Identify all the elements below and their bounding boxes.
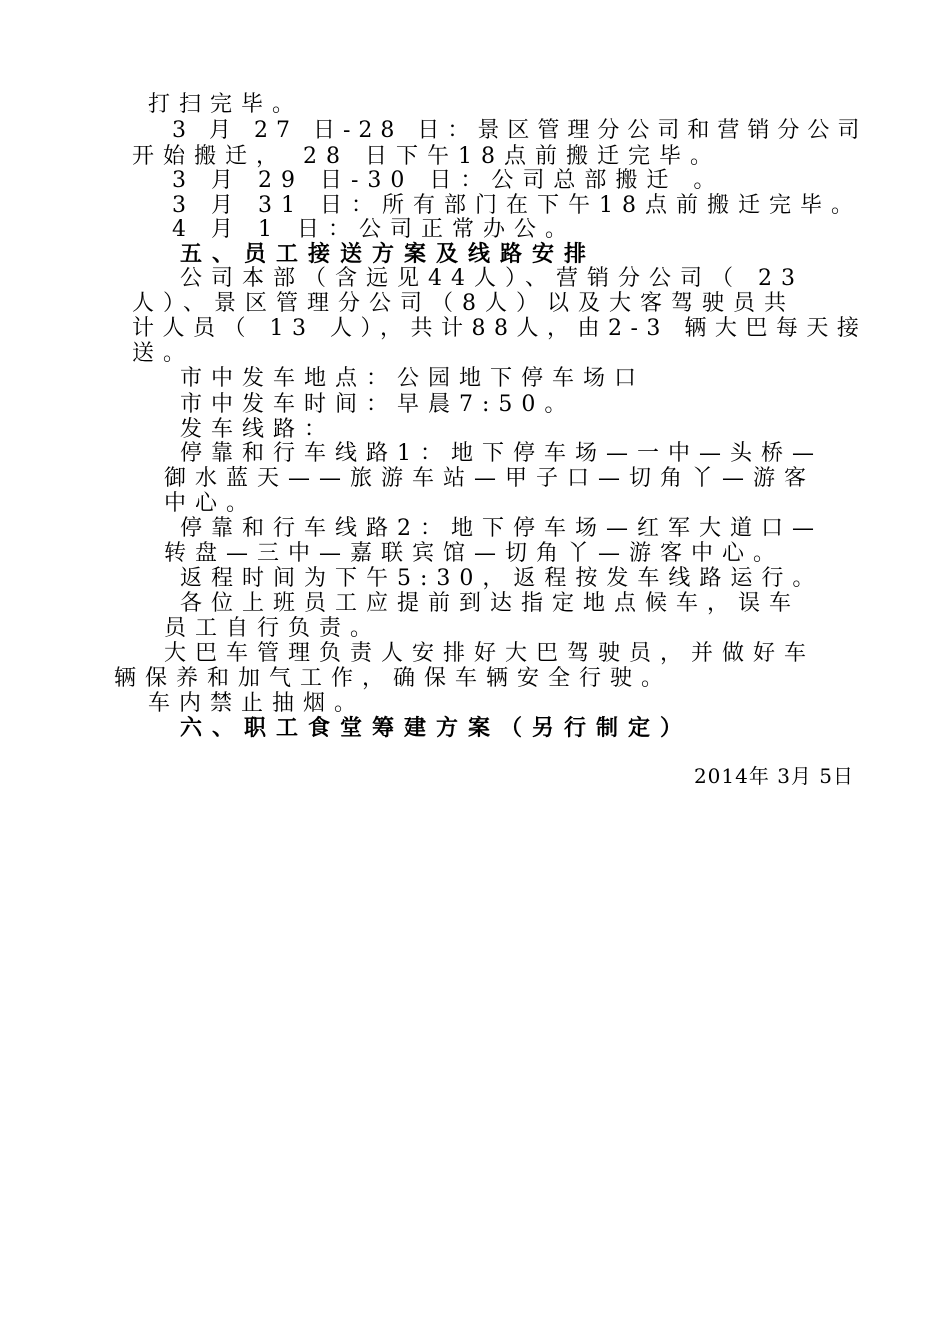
- text-line: 转盘—三中—嘉联宾馆—切角丫—游客中心。: [164, 541, 785, 566]
- text-line: 计人员（ 13 人），共计88人，由2-3 辆大巴每天接: [132, 316, 868, 341]
- text-line: 员工自行负责。: [164, 616, 382, 641]
- text-line: 市中发车时间：早晨7:50。: [180, 392, 576, 417]
- text-line: 中心。: [164, 491, 258, 516]
- text-line: 公司本部（含远见44人）、营销分公司（ 23: [180, 266, 804, 291]
- text-line: 人）、景区管理分公司（8人）以及大客驾驶员共: [132, 291, 795, 316]
- section-heading: 五、员工接送方案及线路安排: [180, 241, 597, 267]
- text-line: 车内禁止抽烟。: [148, 691, 366, 716]
- text-line: 发车线路：: [180, 417, 336, 442]
- text-line: 打扫完毕。: [148, 92, 304, 117]
- text-line: 返程时间为下午5:30，返程按发车线路运行。: [180, 566, 824, 591]
- text-line: 市中发车地点：公园地下停车场口: [180, 366, 646, 391]
- text-line: 4 月 1 日：公司正常办公。: [172, 217, 576, 242]
- text-line: 开始搬迁， 28 日下午18点前搬迁完毕。: [132, 144, 721, 169]
- text-line: 辆保养和加气工作，确保车辆安全行驶。: [114, 666, 673, 691]
- section-heading: 六、职工食堂筹建方案（另行制定）: [180, 715, 693, 741]
- text-line: 各位上班员工应提前到达指定地点候车，误车: [180, 591, 801, 616]
- text-line: 3 月 31 日：所有部门在下午18点前搬迁完毕。: [172, 193, 862, 218]
- text-line: 3 月 27 日-28 日：景区管理分公司和营销分公司: [172, 118, 868, 143]
- text-line: 停靠和行车线路1：地下停车场—一中—头桥—: [180, 441, 823, 466]
- text-line: 御水蓝天——旅游车站—甲子口—切角丫—游客: [164, 466, 816, 491]
- text-line: 送。: [132, 341, 195, 366]
- text-line: 3 月 29 日-30 日：公司总部搬迁 。: [172, 168, 725, 193]
- document-date: 2014年 3月 5日: [693, 764, 854, 788]
- text-line: 大巴车管理负责人安排好大巴驾驶员，并做好车: [164, 641, 816, 666]
- text-line: 停靠和行车线路2：地下停车场—红军大道口—: [180, 516, 823, 541]
